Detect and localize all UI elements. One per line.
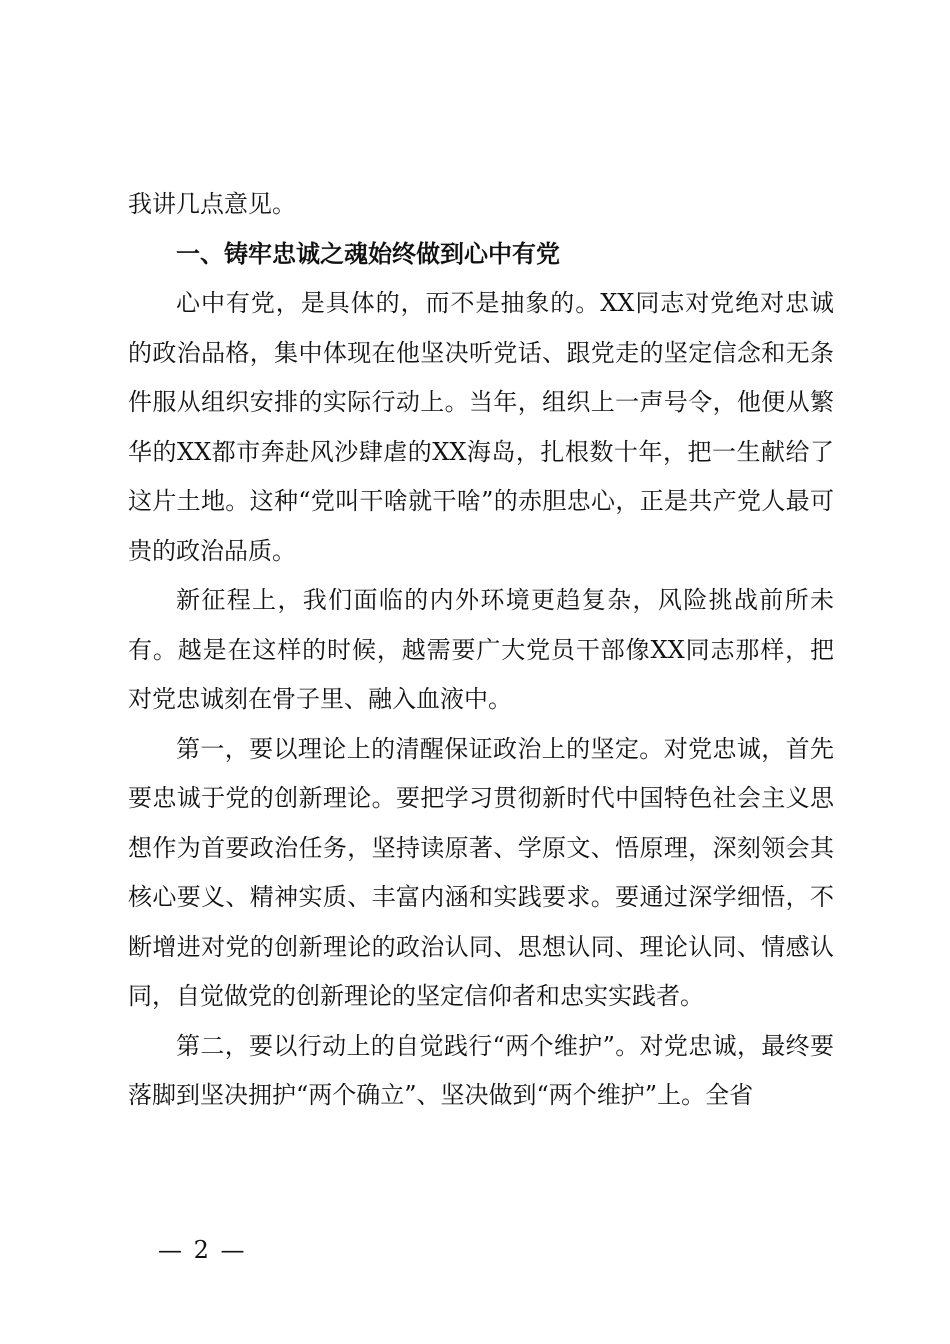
paragraph-opening: 我讲几点意见。 (128, 190, 296, 218)
document-body (128, 180, 834, 1121)
page-number: — 2 — (158, 1236, 247, 1264)
section-heading: 一、铸牢忠诚之魂始终做到心中有党 (176, 239, 560, 268)
paragraph: 第二，要以行动上的自觉践行“两个维护”。对党忠诚，最终要落脚到坚决拥护“两个确立”、坚决做到“两个维护”上。全省 (128, 1031, 834, 1109)
paragraph: 第一，要以理论上的清醒保证政治上的坚定。对党忠诚，首先要忠诚于党的创新理论。要把学习贯彻新时代中国特色社会主义思想作为首要政治任务，坚持读原著、学原文、悟原理，深刻领会其核心要义、精神实质、丰富内涵和实践要求。要通过深学细悟，不断增进对党的创新理论的政治认同、思想认同、理论认同、情感认同，自觉做党的创新理论的坚定信仰者和忠实实践者。 (128, 734, 834, 1010)
paragraph: 新征程上，我们面临的内外环境更趋复杂，风险挑战前所未有。越是在这样的时候，越需要广大党员干部像XX同志那样，把对党忠诚刻在骨子里、融入血液中。 (128, 586, 834, 713)
paragraph: 心中有党，是具体的，而不是抽象的。XX同志对党绝对忠诚的政治品格，集中体现在他坚决听党话、跟党走的坚定信念和无条件服从组织安排的实际行动上。当年，组织上一声号令，他便从繁华的XX都市奔赴风沙肆虐的XX海岛，扎根数十年，把一生献给了这片土地。这种“党叫干啥就干啥”的赤胆忠心，正是共产党人最可贵的政治品质。 (128, 289, 834, 565)
